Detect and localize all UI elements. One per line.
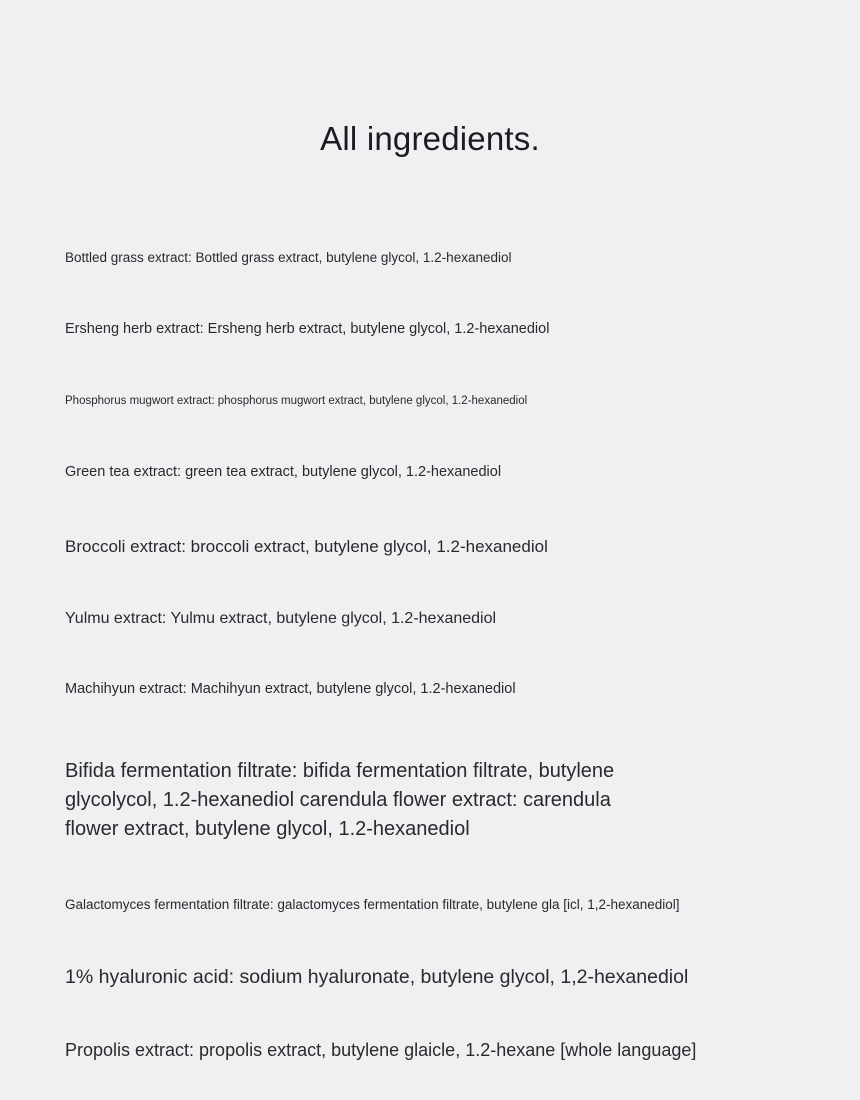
ingredient-line-ersheng-herb: Ersheng herb extract: Ersheng herb extract, butylene glycol, 1.2-hexanediol bbox=[65, 321, 550, 337]
ingredient-line-bifida-carendula: Bifida fermentation filtrate: bifida fermentation filtrate, butylene glycolycol, 1.2-hexanediol carendula flower extract: carendula flower extract, butylene glycol, 1.2-hexanediol bbox=[65, 760, 615, 840]
ingredient-line-phosphorus-mugwort: Phosphorus mugwort extract: phosphorus mugwort extract, butylene glycol, 1.2-hexanediol bbox=[65, 395, 528, 407]
ingredient-line-green-tea: Green tea extract: green tea extract, butylene glycol, 1.2-hexanediol bbox=[65, 464, 502, 480]
page-title: All ingredients. bbox=[320, 120, 540, 157]
ingredient-line-bottled-grass: Bottled grass extract: Bottled grass extract, butylene glycol, 1.2-hexanediol bbox=[65, 250, 512, 265]
ingredient-line-propolis: Propolis extract: propolis extract, butylene glaicle, 1.2-hexane [whole language] bbox=[65, 1040, 697, 1060]
ingredient-line-machihyun: Machihyun extract: Machihyun extract, butylene glycol, 1.2-hexanediol bbox=[65, 681, 516, 697]
ingredient-line-galactomyces: Galactomyces fermentation filtrate: galactomyces fermentation filtrate, butylene gla [icl, 1,2-hexanediol] bbox=[65, 897, 680, 912]
ingredient-line-hyaluronic-acid: 1% hyaluronic acid: sodium hyaluronate, butylene glycol, 1,2-hexanediol bbox=[65, 966, 689, 988]
ingredient-line-yulmu: Yulmu extract: Yulmu extract, butylene glycol, 1.2-hexanediol bbox=[65, 610, 497, 627]
ingredient-line-broccoli: Broccoli extract: broccoli extract, butylene glycol, 1.2-hexanediol bbox=[65, 537, 548, 556]
